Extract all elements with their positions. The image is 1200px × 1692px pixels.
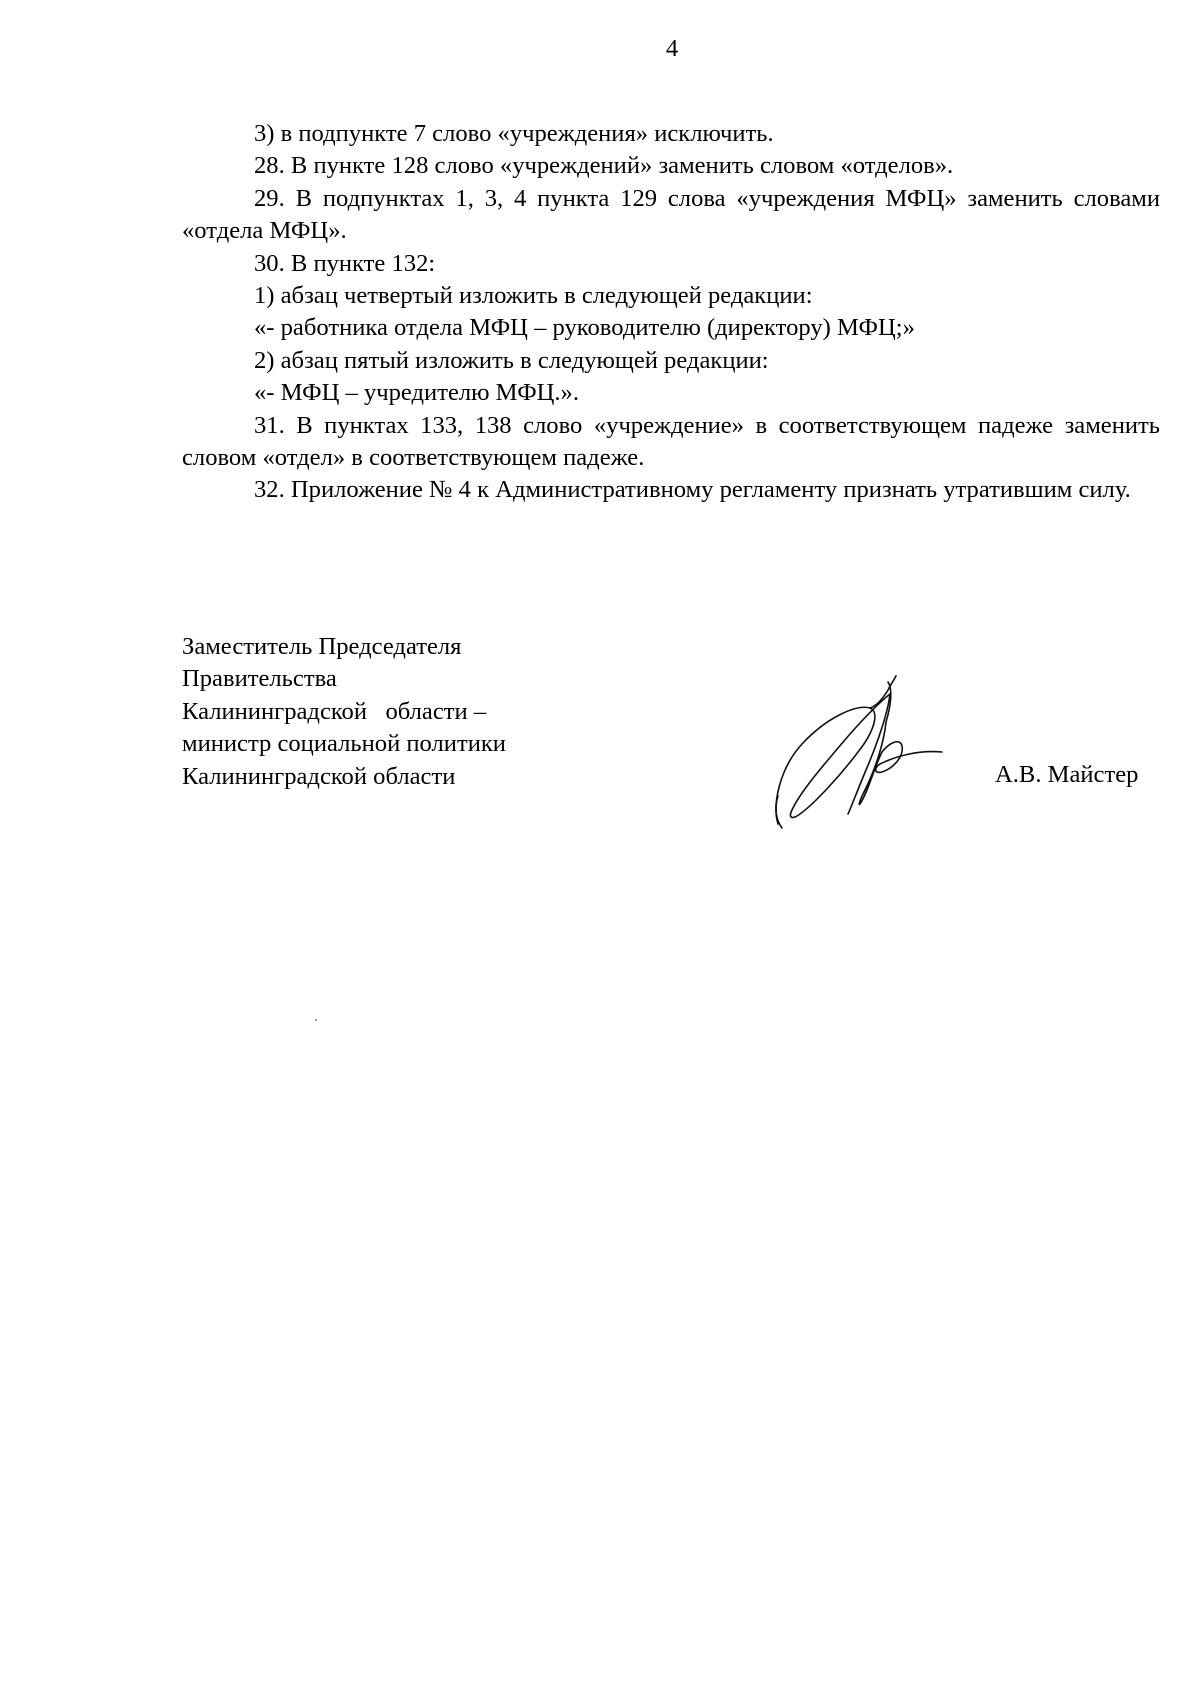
- paragraph-item-29: 29. В подпунктах 1, 3, 4 пункта 129 слова «учреждения МФЦ» заменить словами «отдела МФЦ».: [182, 184, 1160, 245]
- paragraph-item-30-sub-2: 2) абзац пятый изложить в следующей редакции:: [254, 346, 769, 374]
- signatory-title-line: министр социальной политики: [182, 730, 506, 758]
- signatory-title-line: Правительства: [182, 665, 337, 693]
- signatory-title-block: [182, 631, 602, 793]
- signatory-title-line: Заместитель Председателя: [182, 633, 462, 660]
- handwritten-signature: [770, 672, 950, 832]
- paragraph-item-30: 30. В пункте 132:: [254, 249, 436, 277]
- document-body: [182, 118, 1160, 507]
- paragraph-item-28: 28. В пункте 128 слово «учреждений» заменить словом «отделов».: [254, 152, 954, 180]
- signer-name: А.В. Майстер: [995, 761, 1139, 788]
- paragraph-item-30-quote-1: «- работника отдела МФЦ – руководителю (директору) МФЦ;»: [254, 314, 915, 342]
- signatory-title-line: Калининградской области: [182, 762, 456, 790]
- scan-speck: [315, 1019, 317, 1021]
- paragraph-item-30-sub-1: 1) абзац четвертый изложить в следующей редакции:: [254, 282, 813, 310]
- paragraph-item-32: 32. Приложение № 4 к Административному регламенту признать утратившим силу.: [254, 476, 1131, 504]
- paragraph-item-30-quote-2: «- МФЦ – учредителю МФЦ.».: [254, 379, 579, 407]
- signatory-title-line: Калининградской области –: [182, 697, 487, 725]
- paragraph-item-31: 31. В пунктах 133, 138 слово «учреждение» в соответствующем падеже заменить словом «отдел» в соответствующем падеже.: [182, 411, 1160, 472]
- paragraph-subitem-3: 3) в подпункте 7 слово «учреждения» исключить.: [254, 120, 774, 147]
- page-number: 4: [665, 35, 679, 62]
